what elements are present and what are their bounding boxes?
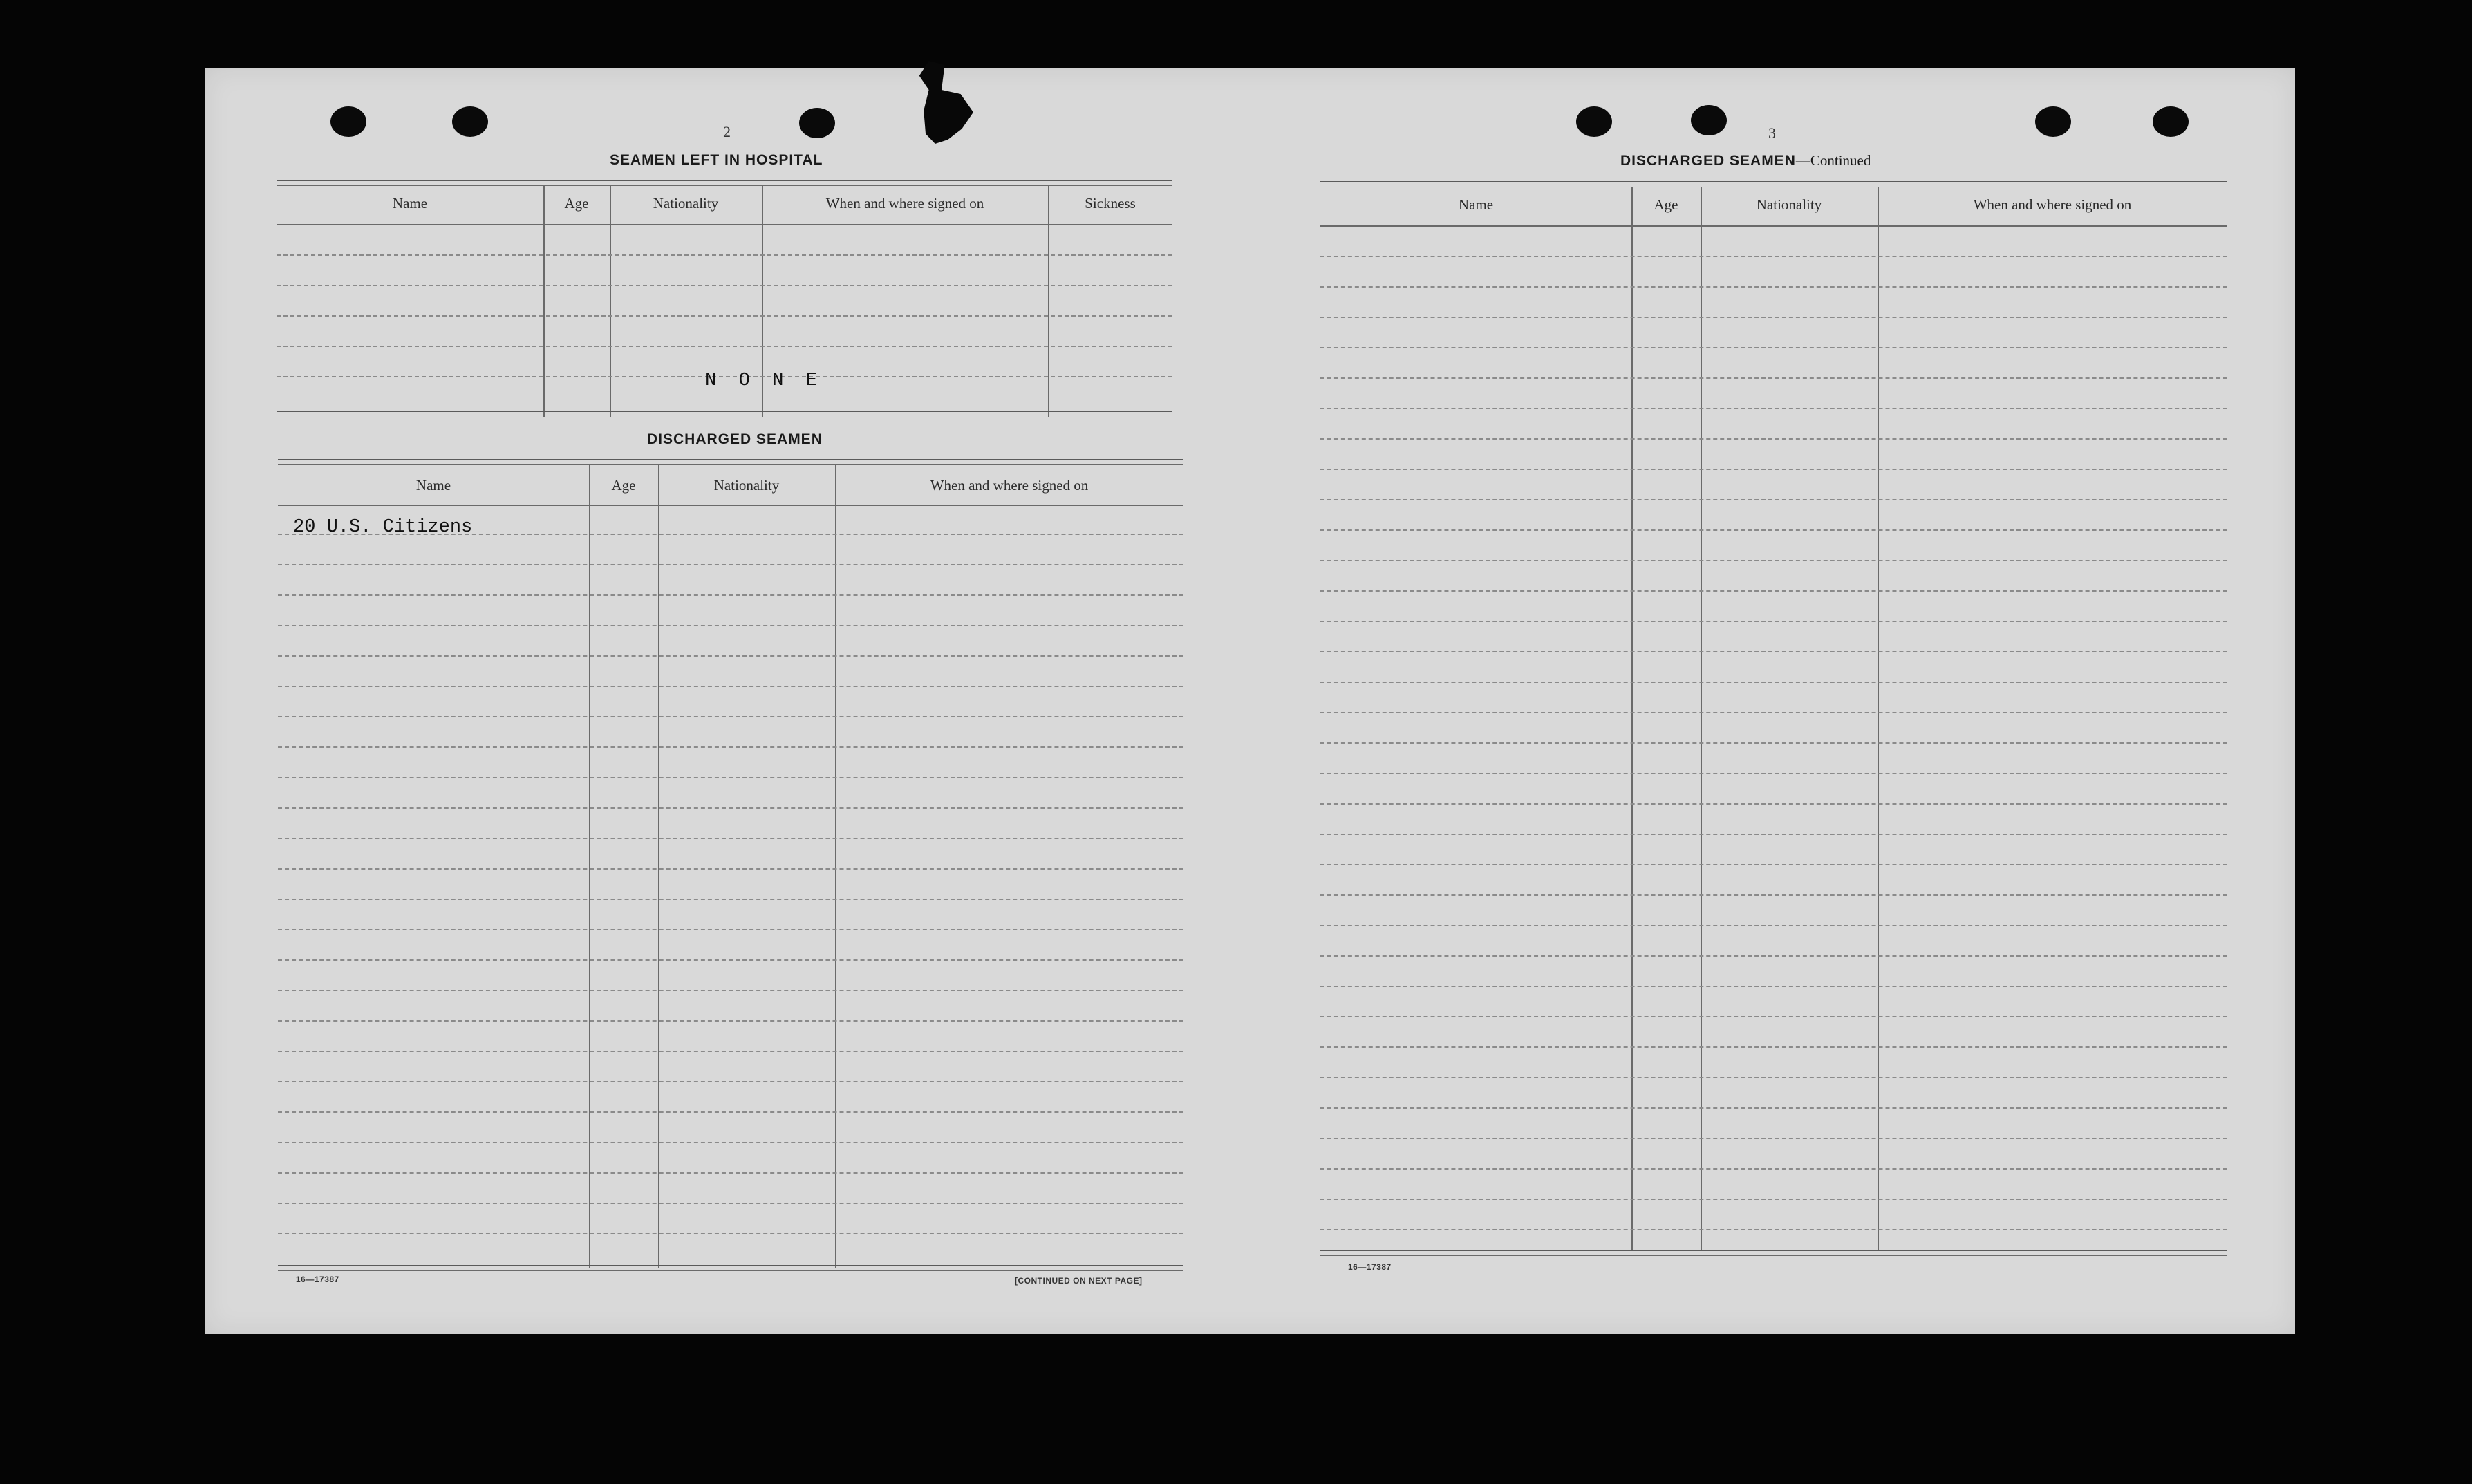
discharged-citizens-entry: 20 U.S. Citizens [293, 517, 473, 538]
punch-hole [330, 106, 366, 137]
form-number-left: 16—17387 [296, 1275, 339, 1284]
discharged-col-name: Name [415, 477, 451, 494]
discharged-col-age: Age [611, 477, 636, 494]
right-col-name: Name [1458, 196, 1494, 213]
punch-hole [2035, 106, 2071, 137]
punch-hole [2153, 106, 2189, 137]
hospital-section-title: SEAMEN LEFT IN HOSPITAL [610, 152, 823, 168]
hospital-col-nationality: Nationality [653, 195, 719, 212]
hospital-none-entry: N O N E [705, 370, 818, 391]
hospital-col-age: Age [564, 195, 589, 212]
title-continued: —Continued [1795, 152, 1871, 169]
hospital-col-name: Name [392, 195, 428, 212]
right-col-signed-on: When and where signed on [1973, 196, 2132, 213]
right-col-nationality: Nationality [1756, 196, 1822, 213]
hospital-col-sickness: Sickness [1085, 195, 1136, 212]
hospital-table [277, 180, 1389, 415]
continued-note: [CONTINUED ON NEXT PAGE] [1015, 1276, 1143, 1286]
title-main: DISCHARGED SEAMEN [1620, 153, 1796, 169]
discharged-table-right [1320, 181, 2233, 1328]
ledger-sheet [205, 68, 2295, 1334]
discharged-col-signed-on: When and where signed on [930, 477, 1089, 494]
discharged-continued-title [1620, 152, 1871, 169]
hospital-col-signed-on: When and where signed on [825, 195, 984, 212]
right-col-age: Age [1654, 196, 1678, 213]
punch-hole [452, 106, 488, 137]
punch-hole [1691, 105, 1727, 135]
page-number-right: 3 [1768, 124, 1776, 142]
discharged-col-nationality: Nationality [713, 477, 780, 494]
torn-edge [910, 61, 973, 144]
page-number-left: 2 [723, 123, 731, 140]
discharged-section-title: DISCHARGED SEAMEN [647, 431, 823, 447]
discharged-table-left [278, 459, 1188, 1275]
form-number-right: 16—17387 [1348, 1262, 1392, 1272]
punch-hole [799, 108, 835, 138]
punch-hole [1576, 106, 1612, 137]
